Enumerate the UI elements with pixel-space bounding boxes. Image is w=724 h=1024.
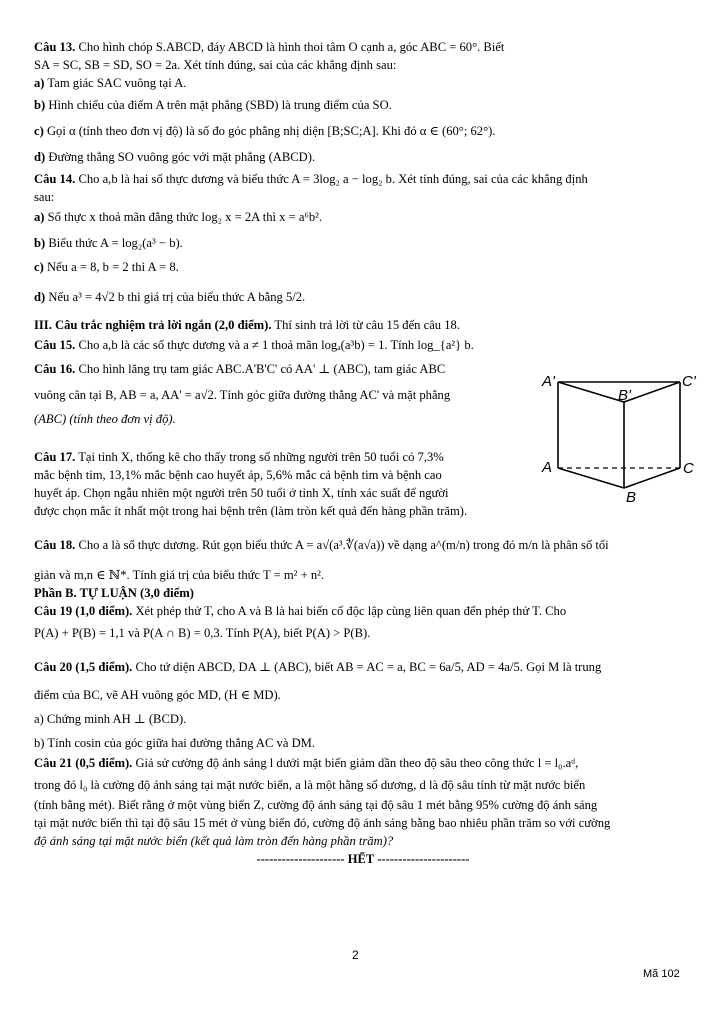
q20-b: b) Tính cosin của góc giữa hai đường thẳng AC và DM.	[34, 736, 316, 750]
q21-line-3: (tính bằng mét). Biết rằng ở một vùng biển Z, cường độ ánh sáng tại độ sâu 1 mét bằng 95% cường độ ánh sáng	[34, 798, 598, 812]
label-b: B	[626, 489, 637, 506]
q19-line-2: P(A) + P(B) = 1,1 và P(A ∩ B) = 0,3. Tính P(A), biết P(A) > P(B).	[34, 626, 371, 640]
q21-line-2: trong đó l₀ là cường độ ánh sáng tại mặt nước biển, a là một hằng số dương, d là độ sâu tính từ mặt nước biển	[34, 778, 586, 792]
edge-b-c	[624, 468, 680, 488]
q18-line-2: giản và m,n ∈ ℕ*. Tính giá trị của biểu thức T = m² + n².	[34, 568, 325, 582]
q13-a: a) Tam giác SAC vuông tại A.	[34, 76, 187, 90]
q18-line-1: Câu 18. Cho a là số thực dương. Rút gọn biểu thức A = a√(a³.∜(a√a)) về dạng a^(m/n) trong đó m/n là phân số tối	[34, 538, 609, 552]
edge-b1-c1	[624, 382, 680, 402]
part-b-heading: Phần B. TỰ LUẬN (3,0 điểm)	[34, 586, 194, 600]
q14-line-2: sau:	[34, 190, 55, 204]
label-b1: B'	[618, 387, 631, 404]
prism-figure	[540, 370, 700, 510]
q14-line-1: Câu 14. Cho a,b là hai số thực dương và biểu thức A = 3log₂ a − log₂ b. Xét tính đúng, sai của các khẳng định	[34, 172, 588, 186]
q21-line-1: Câu 21 (0,5 điểm). Giả sử cường độ ánh sáng l dưới mặt biển giảm dần theo độ sâu theo công thức l = l₀.aᵈ,	[34, 756, 579, 770]
q14-d: d) Nếu a³ = 4√2 b thì giá trị của biểu thức A bằng 5/2.	[34, 290, 306, 304]
label-a1: A'	[542, 373, 555, 390]
q17-line-4: được chọn mắc ít nhất một trong hai bệnh trên (làm tròn kết quả đến hàng phần trăm).	[34, 504, 468, 518]
q16-line-3: (ABC) (tính theo đơn vị độ).	[34, 412, 176, 426]
q13-d: d) Đường thẳng SO vuông góc với mặt phẳng (ABCD).	[34, 150, 316, 164]
edge-a1-b1	[558, 382, 624, 402]
q20-line-2: điểm của BC, vẽ AH vuông góc MD, (H ∈ MD).	[34, 688, 281, 702]
q13-line-2: SA = SC, SB = SD, SO = 2a. Xét tính đúng, sai của các khẳng định sau:	[34, 58, 397, 72]
q13-c: c) Gọi α (tính theo đơn vị độ) là số đo góc phẳng nhị diện [B;SC;A]. Khi đó α ∈ (60°; 62°).	[34, 124, 496, 138]
q17-line-3: huyết áp. Chọn ngẫu nhiên một người trên 50 tuổi ở tỉnh X, tính xác suất để người	[34, 486, 449, 500]
q16-line-2: vuông cân tại B, AB = a, AA' = a√2. Tính góc giữa đường thẳng AC' và mặt phẳng	[34, 388, 451, 402]
q13-b: b) Hình chiếu của điểm A trên mặt phẳng (SBD) là trung điểm của SO.	[34, 98, 392, 112]
q17-line-2: mắc bệnh tim, 13,1% mắc bệnh cao huyết áp, 5,6% mắc cả bệnh tim và bệnh cao	[34, 468, 442, 482]
q20-line-1: Câu 20 (1,5 điểm). Cho tứ diện ABCD, DA ⊥ (ABC), biết AB = AC = a, BC = 6a/5, AD = 4a/5. Gọi M là trung	[34, 660, 602, 674]
q16-line-1: Câu 16. Cho hình lăng trụ tam giác ABC.A'B'C' có AA' ⊥ (ABC), tam giác ABC	[34, 362, 446, 376]
q20-a: a) Chứng minh AH ⊥ (BCD).	[34, 712, 187, 726]
q14-c: c) Nếu a = 8, b = 2 thì A = 8.	[34, 260, 179, 274]
q17-line-1: Câu 17. Tại tỉnh X, thống kê cho thấy trong số những người trên 50 tuổi có 7,3%	[34, 450, 444, 464]
q15: Câu 15. Cho a,b là các số thực dương và a ≠ 1 thoả mãn logₐ(a³b) = 1. Tính log_{a²} b.	[34, 338, 474, 352]
q13-line-1: Câu 13. Cho hình chóp S.ABCD, đáy ABCD là hình thoi tâm O cạnh a, góc ABC = 60°. Biết	[34, 40, 505, 54]
label-c1: C'	[682, 373, 696, 390]
q14-b: b) Biểu thức A = log₂(a³ − b).	[34, 236, 183, 250]
label-a: A	[542, 459, 553, 476]
label-c: C	[683, 460, 694, 477]
q21-line-4: tại mặt nước biển thì tại độ sâu 15 mét ở vùng biển đó, cường độ ánh sáng bằng bao nhiêu phần trăm so với cường	[34, 816, 611, 830]
section-iii-heading: III. Câu trắc nghiệm trả lời ngắn (2,0 điểm). Thí sinh trả lời từ câu 15 đến câu 18.	[34, 318, 460, 332]
exam-code: Mã 102	[643, 968, 680, 980]
end-marker: --------------------- HẾT ----------------------	[256, 852, 470, 866]
q14-a: a) Số thực x thoả mãn đẳng thức log₂ x = 2A thì x = a⁶b².	[34, 210, 323, 224]
page-number: 2	[352, 948, 359, 962]
q21-line-5: độ ánh sáng tại mặt nước biển (kết quả làm tròn đến hàng phần trăm)?	[34, 834, 394, 848]
q19-line-1: Câu 19 (1,0 điểm). Xét phép thử T, cho A và B là hai biến cố độc lập cùng liên quan đến phép thử T. Cho	[34, 604, 567, 618]
edge-a-b	[558, 468, 624, 488]
